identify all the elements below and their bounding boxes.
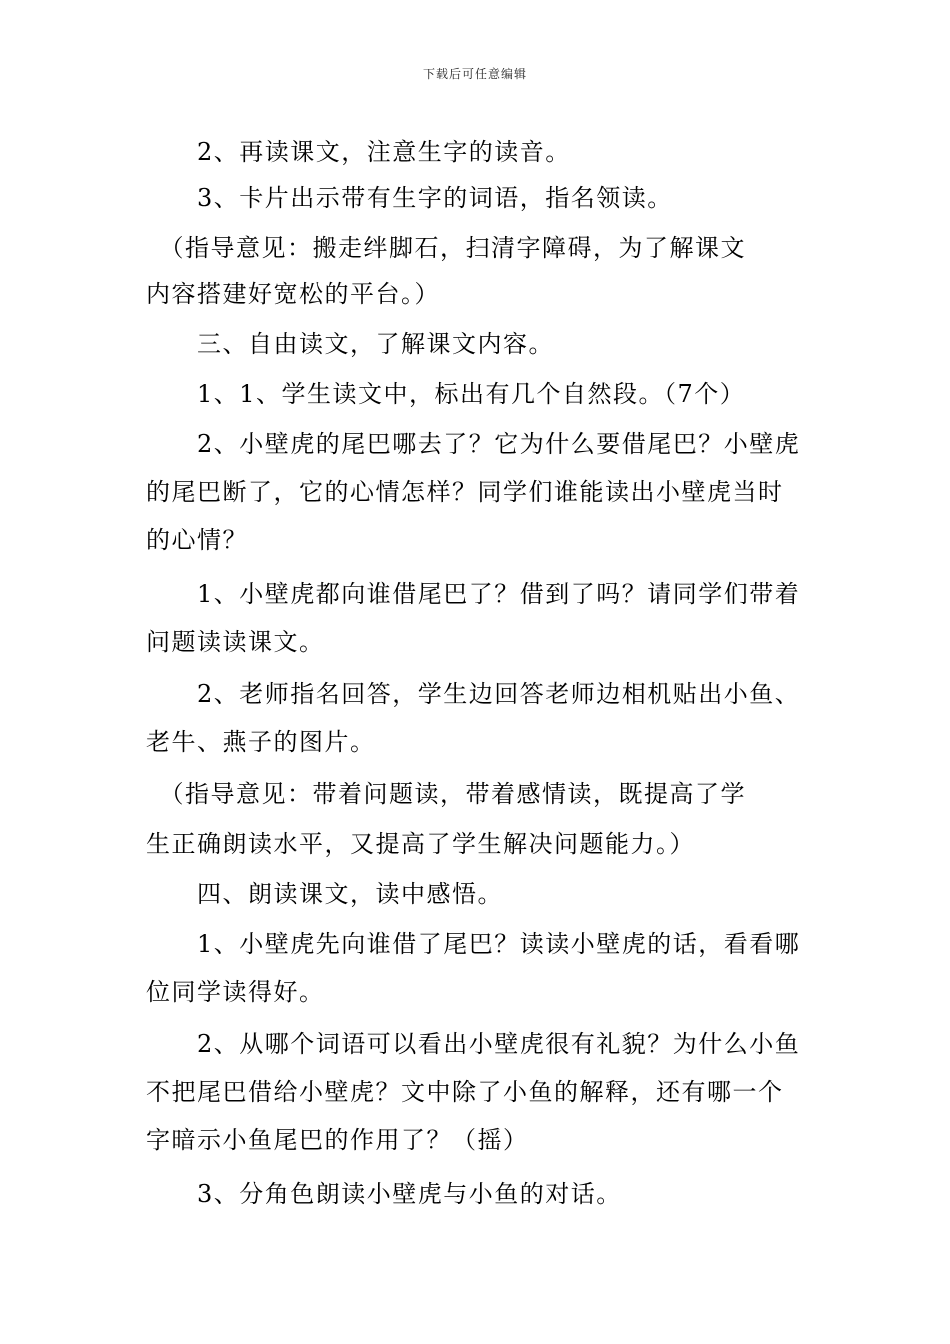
text-line: 的尾巴断了，它的心情怎样？同学们谁能读出小壁虎当时 <box>146 478 784 506</box>
text-line: 2、再读课文，注意生字的读音。 <box>146 138 571 166</box>
text-line: 位同学读得好。 <box>146 978 325 1006</box>
text-line: （指导意见：搬走绊脚石，扫清字障碍，为了解课文 <box>146 234 746 262</box>
text-line: 三、自由读文，了解课文内容。 <box>146 330 554 358</box>
text-line: 不把尾巴借给小壁虎？文中除了小鱼的解释，还有哪一个 <box>146 1078 784 1106</box>
text-line: 生正确朗读水平，又提高了学生解决问题能力。） <box>146 830 695 858</box>
text-line: 的心情？ <box>146 526 248 554</box>
text-line: 内容搭建好宽松的平台。） <box>146 280 440 308</box>
text-line: 3、卡片出示带有生字的词语，指名领读。 <box>146 184 673 212</box>
text-line: 2、老师指名回答，学生边回答老师边相机贴出小鱼、 <box>146 680 801 708</box>
text-line: 四、朗读课文，读中感悟。 <box>146 880 503 908</box>
text-line: （指导意见：带着问题读，带着感情读，既提高了学 <box>146 780 746 808</box>
text-line: 1、1、学生读文中，标出有几个自然段。（7个） <box>146 380 746 408</box>
text-line: 问题读读课文。 <box>146 628 325 656</box>
text-line: 3、分角色朗读小壁虎与小鱼的对话。 <box>146 1180 622 1208</box>
page-header: 下载后可任意编辑 <box>422 67 527 81</box>
text-line: 老牛、燕子的图片。 <box>146 728 376 756</box>
text-line: 2、从哪个词语可以看出小壁虎很有礼貌？为什么小鱼 <box>146 1030 801 1058</box>
text-line: 2、小壁虎的尾巴哪去了？它为什么要借尾巴？小壁虎 <box>146 430 801 458</box>
text-line: 1、小壁虎都向谁借尾巴了？借到了吗？请同学们带着 <box>146 580 801 608</box>
text-line: 1、小壁虎先向谁借了尾巴？读读小壁虎的话，看看哪 <box>146 930 801 958</box>
text-line: 字暗示小鱼尾巴的作用了？（摇） <box>146 1126 529 1154</box>
